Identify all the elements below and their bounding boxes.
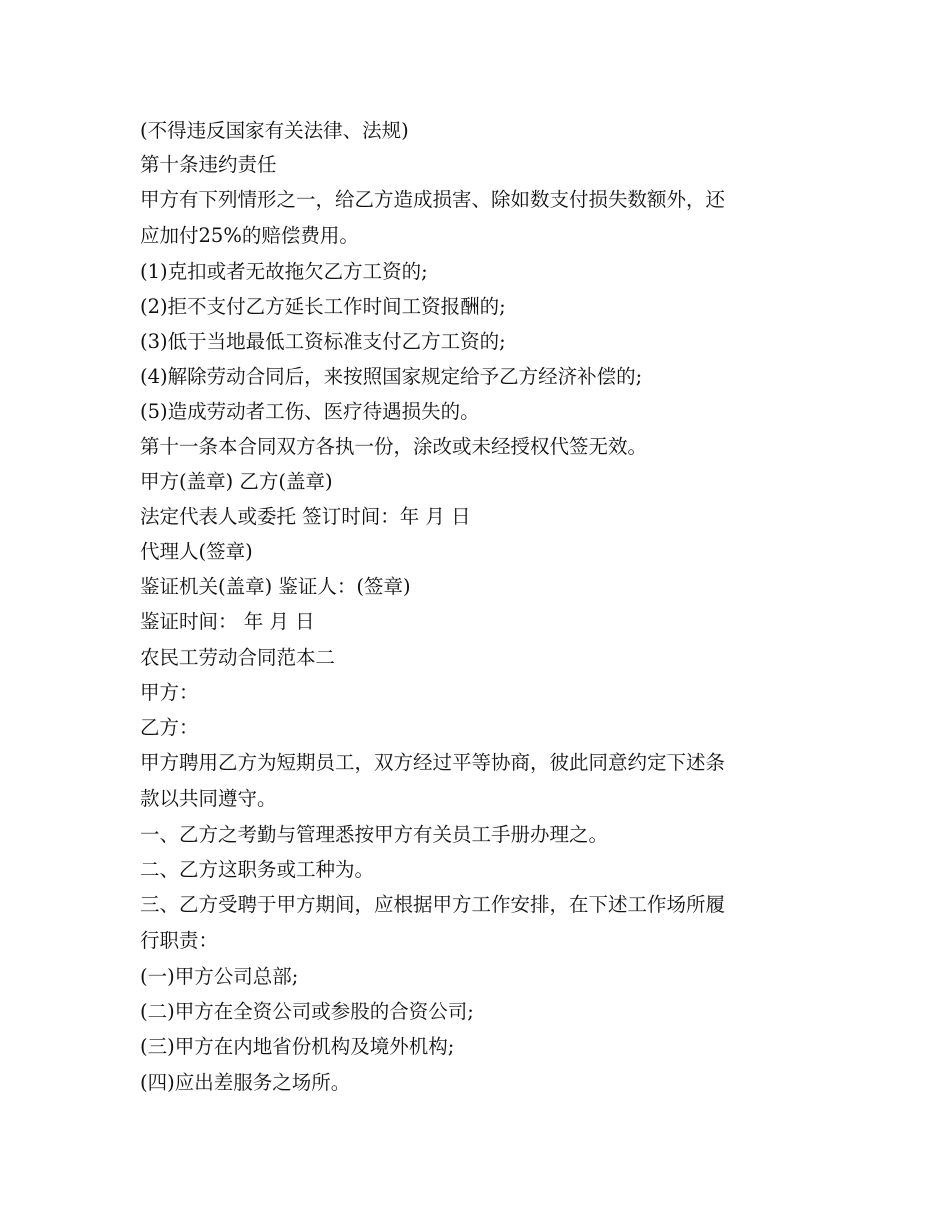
signature-line: 代理人(签章) (140, 540, 253, 563)
document-title: 农民工劳动合同范本二 (140, 646, 336, 669)
signature-line: 法定代表人或委托 签订时间：年 月 日 (140, 505, 471, 528)
section-heading: 第十一条本合同双方各执一份，涂改或未经授权代签无效。 (140, 435, 648, 458)
party-a-line: 甲方： (140, 681, 199, 704)
list-item: (一)甲方公司总部; (140, 965, 299, 988)
list-item: (三)甲方在内地省份机构及境外机构; (140, 1035, 455, 1058)
clause-line: 三、乙方受聘于甲方期间，应根据甲方工作安排，在下述工作场所履 (140, 893, 726, 916)
signature-line: 鉴证时间： 年 月 日 (140, 610, 315, 633)
signature-line: 甲方(盖章) 乙方(盖章) (140, 470, 333, 493)
list-item: (1)克扣或者无故拖欠乙方工资的; (140, 260, 428, 283)
text-line: 应加付25%的赔偿费用。 (140, 224, 359, 247)
list-item: (4)解除劳动合同后，来按照国家规定给予乙方经济补偿的; (140, 365, 643, 388)
list-item: (3)低于当地最低工资标准支付乙方工资的; (140, 330, 506, 353)
party-b-line: 乙方： (140, 716, 199, 739)
text-line: 款以共同遵守。 (140, 787, 277, 810)
list-item: (5)造成劳动者工伤、医疗待遇损失的。 (140, 400, 480, 423)
text-line: (不得违反国家有关法律、法规) (140, 119, 409, 142)
list-item: (四)应出差服务之场所。 (140, 1071, 351, 1094)
text-line: 行职责： (140, 929, 219, 952)
text-line: 甲方有下列情形之一，给乙方造成损害、除如数支付损失数额外，还 (140, 188, 726, 211)
text-line: 甲方聘用乙方为短期员工，双方经过平等协商，彼此同意约定下述条 (140, 751, 726, 774)
list-item: (二)甲方在全资公司或参股的合资公司; (140, 1000, 474, 1023)
list-item: (2)拒不支付乙方延长工作时间工资报酬的; (140, 295, 506, 318)
section-heading: 第十条违约责任 (140, 153, 277, 176)
signature-line: 鉴证机关(盖章) 鉴证人：(签章) (140, 575, 411, 598)
clause-line: 一、乙方之考勤与管理悉按甲方有关员工手册办理之。 (140, 823, 609, 846)
clause-line: 二、乙方这职务或工种为。 (140, 858, 375, 881)
